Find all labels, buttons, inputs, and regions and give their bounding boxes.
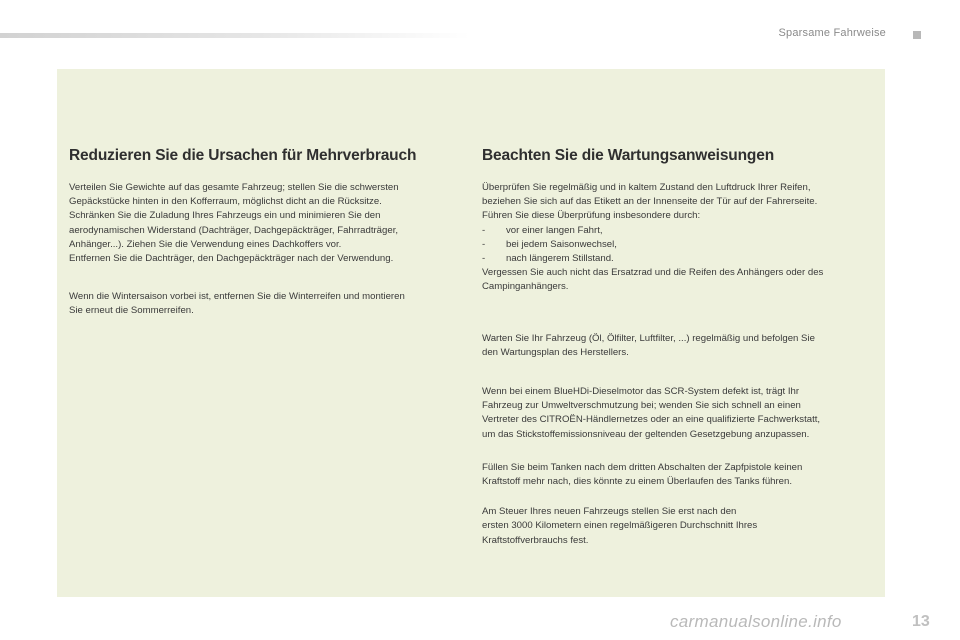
section-title: Sparsame Fahrweise — [778, 27, 886, 39]
page-number: 13 — [912, 613, 930, 630]
check-list — [482, 224, 874, 267]
list-item: - vor einer langen Fahrt, — [482, 224, 603, 236]
right-paragraph-1-continued: Vergessen Sie auch nicht das Ersatzrad und die Reifen des Anhängers oder des Campinganhängers. — [482, 267, 824, 293]
watermark: carmanualsonline.info — [670, 612, 842, 631]
right-paragraph-1: Überprüfen Sie regelmäßig und in kaltem Zustand den Luftdruck Ihrer Reifen, beziehen Sie sich auf das Etikett an der Innenseite der Tür auf der Fahrerseite. Führen Sie diese Überprüfung insbesondere durch: — [482, 182, 818, 222]
content-panel — [57, 69, 885, 597]
header-rule — [0, 33, 470, 38]
right-paragraph-2: Warten Sie Ihr Fahrzeug (Öl, Ölfilter, Luftfilter, ...) regelmäßig und befolgen Sie den Wartungsplan des Herstellers. — [482, 332, 815, 358]
right-paragraph-5: Am Steuer Ihres neuen Fahrzeugs stellen Sie erst nach den ersten 3000 Kilometern einen regelmäßigeren Durchschnitt Ihres Kraftstoffverbrauchs fest. — [482, 506, 758, 546]
left-column — [69, 147, 459, 319]
right-heading: Beachten Sie die Wartungsanweisungen — [482, 147, 775, 164]
right-paragraph-3: Wenn bei einem BlueHDi-Dieselmotor das SCR-System defekt ist, trägt Ihr Fahrzeug zur Umweltverschmutzung bei; wenden Sie sich schnell an einen Vertreter des CITROËN-Händlernetzes oder an eine qualifizierte Fachwerkstatt, um das Stickstoffemissionsniveau der geltenden Gesetzgebung anzupassen. — [482, 386, 821, 440]
list-item: - bei jedem Saisonwechsel, — [482, 238, 617, 250]
section-marker — [913, 31, 921, 39]
left-paragraph-1: Verteilen Sie Gewichte auf das gesamte Fahrzeug; stellen Sie die schwersten Gepäckstücke hinten in den Kofferraum, möglichst dicht an die Rücksitze. Schränken Sie die Zuladung Ihres Fahrzeugs ein und minimieren Sie den aerodynamischen Widerstand (Dachträger, Dachgepäckträger, Fahrradträger, Anhänger...). Ziehen Sie die Verwendung eines Dachkoffers vor. Entfernen Sie die Dachträger, den Dachgepäckträger nach der Verwendung. — [69, 182, 399, 265]
list-item: - nach längerem Stillstand. — [482, 253, 614, 265]
left-paragraph-2: Wenn die Wintersaison vorbei ist, entfernen Sie die Winterreifen und montieren Sie erneut die Sommerreifen. — [69, 291, 405, 317]
right-column — [482, 147, 874, 548]
left-heading: Reduzieren Sie die Ursachen für Mehrverbrauch — [69, 147, 417, 164]
right-paragraph-4: Füllen Sie beim Tanken nach dem dritten Abschalten der Zapfpistole keinen Kraftstoff mehr nach, dies könnte zu einem Überlaufen des Tanks führen. — [482, 461, 803, 488]
